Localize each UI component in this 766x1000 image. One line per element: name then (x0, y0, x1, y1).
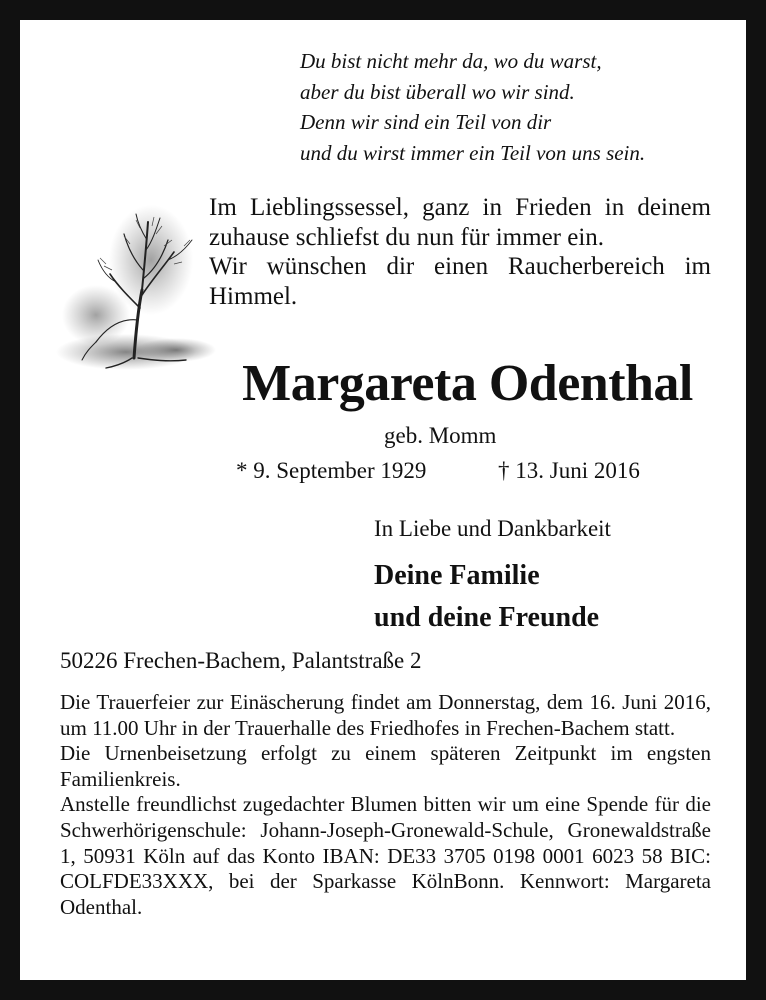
details-paragraph: Die Trauerfeier zur Einäscherung findet am Donnerstag, dem 16. Juni 2016, um 11.00 Uhr in der Trauerhalle des Friedhofes in Frechen-Bachem statt. (60, 690, 711, 740)
details-paragraph: Anstelle freundlichst zugedachter Blumen bitten wir um eine Spende für die Schwerhörigenschule: Johann-Joseph-Gronewald-Schule, Gronewaldstraße 1, 50931 Köln auf das Konto IBAN: DE33 3705 0198 0001 6023 58 BIC: COLFDE33XXX, bei der Sparkasse KölnBonn. Kennwort: Margareta Odenthal. (60, 792, 711, 919)
death-date: † 13. Juni 2016 (498, 458, 640, 483)
birth-date: * 9. September 1929 (236, 458, 427, 483)
family-address: 50226 Frechen-Bachem, Palantstraße 2 (60, 648, 422, 673)
poem-line: und du wirst immer ein Teil von uns sein. (300, 140, 646, 165)
poem-line: Denn wir sind ein Teil von dir (300, 110, 552, 134)
mourners-line: und deine Freunde (374, 602, 600, 633)
intro-paragraph: Wir wünschen dir einen Raucherbereich im Himmel. (209, 253, 711, 310)
poem-line: Du bist nicht mehr da, wo du warst, (300, 49, 602, 73)
details-paragraph: Die Urnenbeisetzung erfolgt zu einem späteren Zeitpunkt im engsten Familienkreis. (60, 741, 711, 791)
intro-paragraph: Im Lieblingssessel, ganz in Frieden in deinem zuhause schliefst du nun für immer ein. (209, 194, 711, 251)
poem-line: aber du bist überall wo wir sind. (300, 79, 575, 104)
deceased-name: Margareta Odenthal (242, 355, 693, 412)
mourners-intro: In Liebe und Dankbarkeit (374, 516, 611, 541)
birth-name: geb. Momm (384, 423, 497, 448)
mourners-line: Deine Familie (374, 560, 540, 591)
